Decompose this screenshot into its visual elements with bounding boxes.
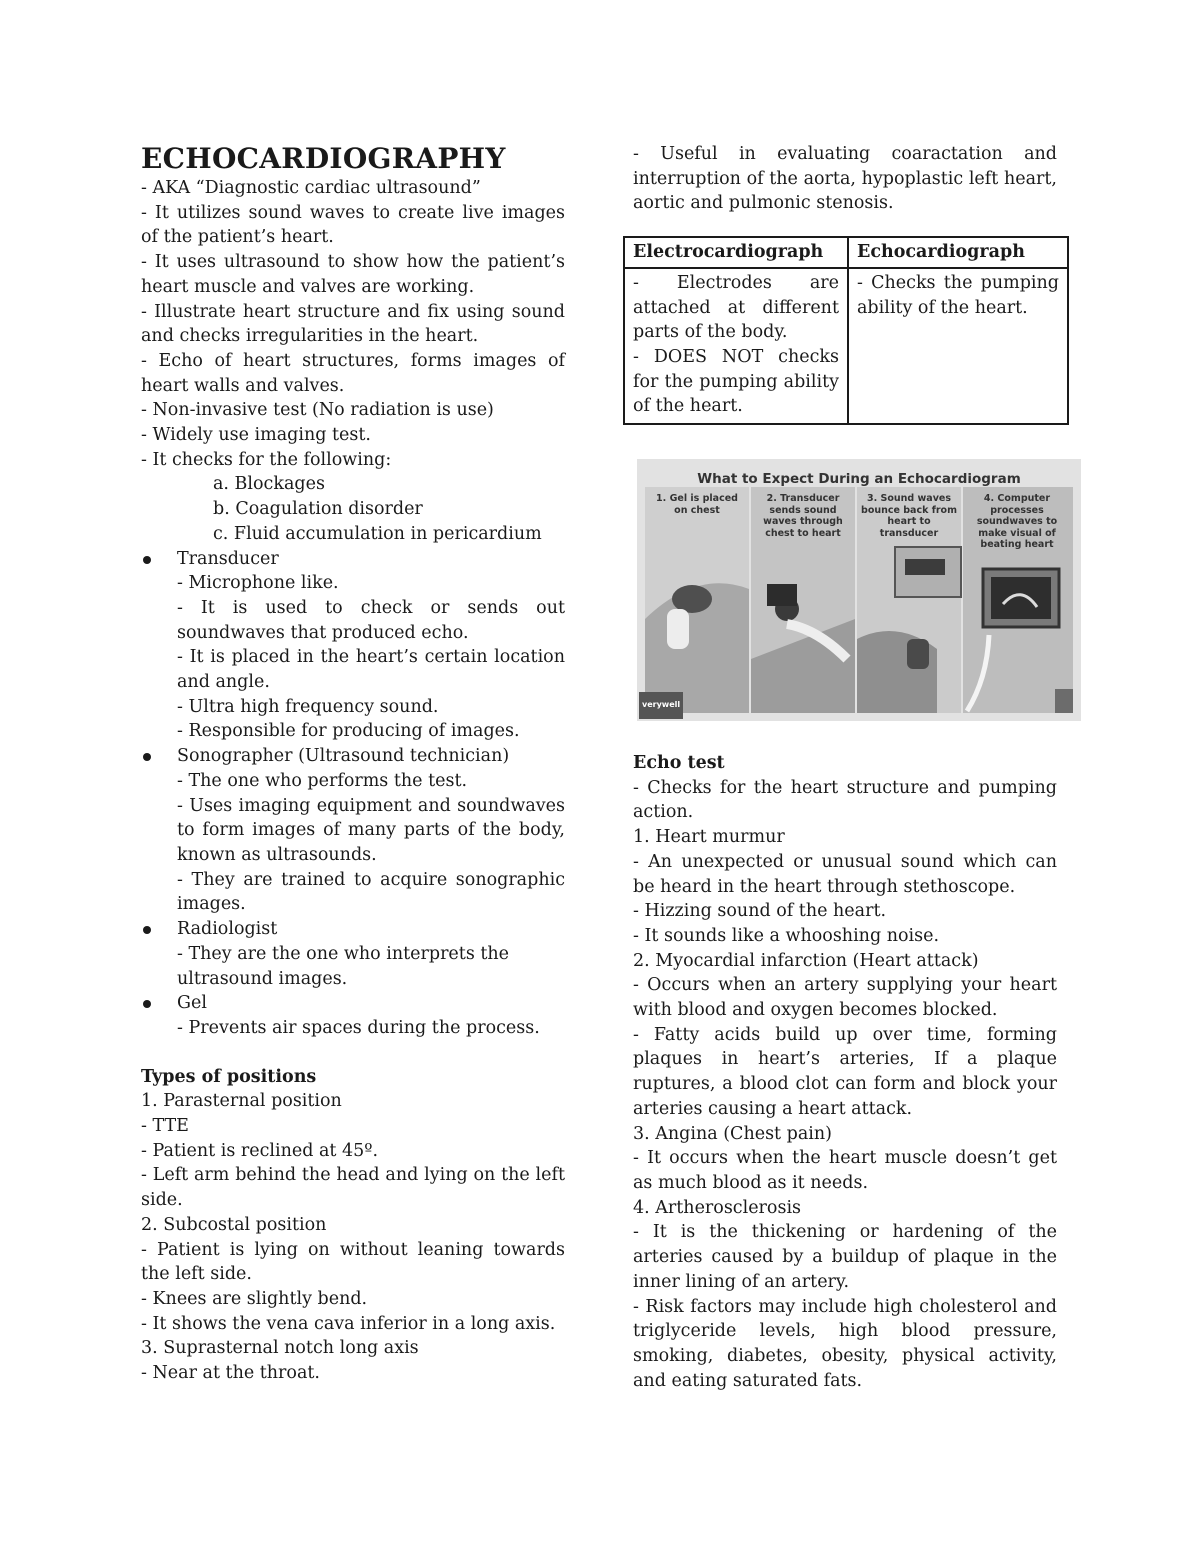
intro-line: - Non-invasive test (No radiation is use) (141, 400, 494, 421)
table-header: Echocardiograph (848, 237, 1068, 268)
bullet-line: - The one who performs the test. (177, 770, 468, 791)
position-line: 3. Suprasternal notch long axis (141, 1338, 419, 1359)
intro-line: - It utilizes sound waves to create live images of the patient’s heart. (141, 202, 565, 248)
right-column (633, 142, 1057, 1393)
check-item: a. Blockages (213, 474, 325, 495)
intro-line: - Echo of heart structures, forms images of heart walls and valves. (141, 350, 565, 396)
bullet-line: - Uses imaging equipment and soundwaves to form images of many parts of the body, known as ultrasounds. (177, 795, 565, 865)
bullet-line: - It is placed in the heart’s certain location and angle. (177, 647, 565, 693)
echo-line: - An unexpected or unusual sound which can be heard in the heart through stethoscope. (633, 851, 1057, 897)
echo-line: - It is the thickening or hardening of the arteries caused by a buildup of plaque in the inner lining of an artery. (633, 1222, 1057, 1292)
echo-line: 2. Myocardial infarction (Heart attack) (633, 950, 979, 971)
bullet-title: Transducer (177, 548, 279, 569)
bullet-line: - Ultra high frequency sound. (177, 696, 439, 717)
bullet-icon (143, 1000, 151, 1008)
bullet-icon (143, 753, 151, 761)
positions-heading: Types of positions (141, 1066, 317, 1087)
bullet-line: - Microphone like. (177, 573, 339, 594)
echo-line: - Risk factors may include high cholesterol and triglyceride levels, high blood pressure, smoking, diabetes, obesity, physical activity, and eating saturated fats. (633, 1296, 1057, 1391)
check-item: c. Fluid accumulation in pericardium (213, 523, 542, 544)
bullet-line: - Responsible for producing of images. (177, 721, 520, 742)
echo-line: - Hizzing sound of the heart. (633, 901, 887, 922)
bullet-icon (143, 926, 151, 934)
position-line: - Patient is reclined at 45º. (141, 1140, 379, 1161)
position-line: - Knees are slightly bend. (141, 1288, 368, 1309)
bullet-sonographer (141, 744, 565, 917)
position-line: - Patient is lying on without leaning towards the left side. (141, 1239, 565, 1285)
bullet-line: - They are the one who interprets the ultrasound images. (177, 943, 510, 989)
right-intro: - Useful in evaluating coaractation and interruption of the aorta, hypoplastic left heart, aortic and pulmonic stenosis. (633, 144, 1057, 214)
echo-line: 1. Heart murmur (633, 827, 785, 848)
illustration-step: 2. Transducer sends sound waves through chest to heart (763, 493, 843, 539)
echo-line: 4. Artherosclerosis (633, 1197, 802, 1218)
echo-line: - It occurs when the heart muscle doesn’t get as much blood as it needs. (633, 1148, 1057, 1193)
intro-line: - It uses ultrasound to show how the patient’s heart muscle and valves are working. (141, 252, 565, 297)
check-item: b. Coagulation disorder (213, 499, 423, 520)
intro-line: - Widely use imaging test. (141, 425, 371, 446)
table-cell-line: - Electrodes are attached at different parts of the body. (633, 272, 839, 343)
table-cell-line: - DOES NOT checks for the pumping ability of the heart. (633, 346, 839, 417)
table-cell-electro (624, 268, 848, 424)
illustration-step: 4. Computer processes soundwaves to make visual of beating heart (976, 493, 1058, 551)
bullet-title: Gel (177, 993, 207, 1014)
table-cell-line: - Checks the pumping ability of the heart. (857, 272, 1059, 318)
echo-line: - Occurs when an artery supplying your heart with blood and oxygen becomes blocked. (633, 975, 1057, 1021)
bullet-line: - It is used to check or sends out soundwaves that produced echo. (177, 597, 565, 643)
position-line: 2. Subcostal position (141, 1214, 327, 1235)
table-cell-echo (848, 268, 1068, 424)
position-line: - Left arm behind the head and lying on the left side. (141, 1165, 565, 1211)
echocardiogram-illustration (637, 459, 1081, 721)
bullet-icon (143, 556, 151, 564)
position-line: 1. Parasternal position (141, 1091, 342, 1112)
comparison-table (623, 236, 1069, 425)
intro-line: - Illustrate heart structure and fix using sound and checks irregularities in the heart. (141, 301, 565, 347)
bullet-title: Radiologist (177, 919, 278, 940)
bullet-line: - Prevents air spaces during the process. (177, 1017, 540, 1038)
intro-line: - It checks for the following: (141, 449, 392, 470)
bullet-line: - They are trained to acquire sonographic images. (177, 869, 565, 915)
position-line: - TTE (141, 1116, 189, 1137)
echo-line: 3. Angina (Chest pain) (633, 1123, 832, 1144)
brand-logo: verywell (639, 692, 683, 719)
illustration-step: 1. Gel is placed on chest (656, 493, 738, 516)
bullet-transducer (141, 547, 565, 745)
bullet-gel (141, 991, 565, 1040)
bullet-title: Sonographer (Ultrasound technician) (177, 746, 510, 767)
bullet-radiologist (141, 917, 565, 991)
illustration-title: What to Expect During an Echocardiogram (697, 471, 1021, 488)
table-header: Electrocardiograph (624, 237, 848, 268)
echo-line: - Checks for the heart structure and pumping action. (633, 777, 1057, 823)
left-column (141, 142, 565, 1386)
echo-line: - Fatty acids build up over time, forming plaques in heart’s arteries, If a plaque ruptures, a blood clot can form and block your arteries causing a heart attack. (633, 1024, 1057, 1119)
intro-line: - AKA “Diagnostic cardiac ultrasound” (141, 178, 481, 198)
echo-test-heading: Echo test (633, 753, 725, 774)
echo-line: - It sounds like a whooshing noise. (633, 925, 940, 946)
position-line: - It shows the vena cava inferior in a long axis. (141, 1313, 556, 1334)
illustration-step: 3. Sound waves bounce back from heart to transducer (861, 493, 957, 539)
page-title: ECHOCARDIOGRAPHY (141, 142, 506, 175)
position-line: - Near at the throat. (141, 1363, 320, 1384)
